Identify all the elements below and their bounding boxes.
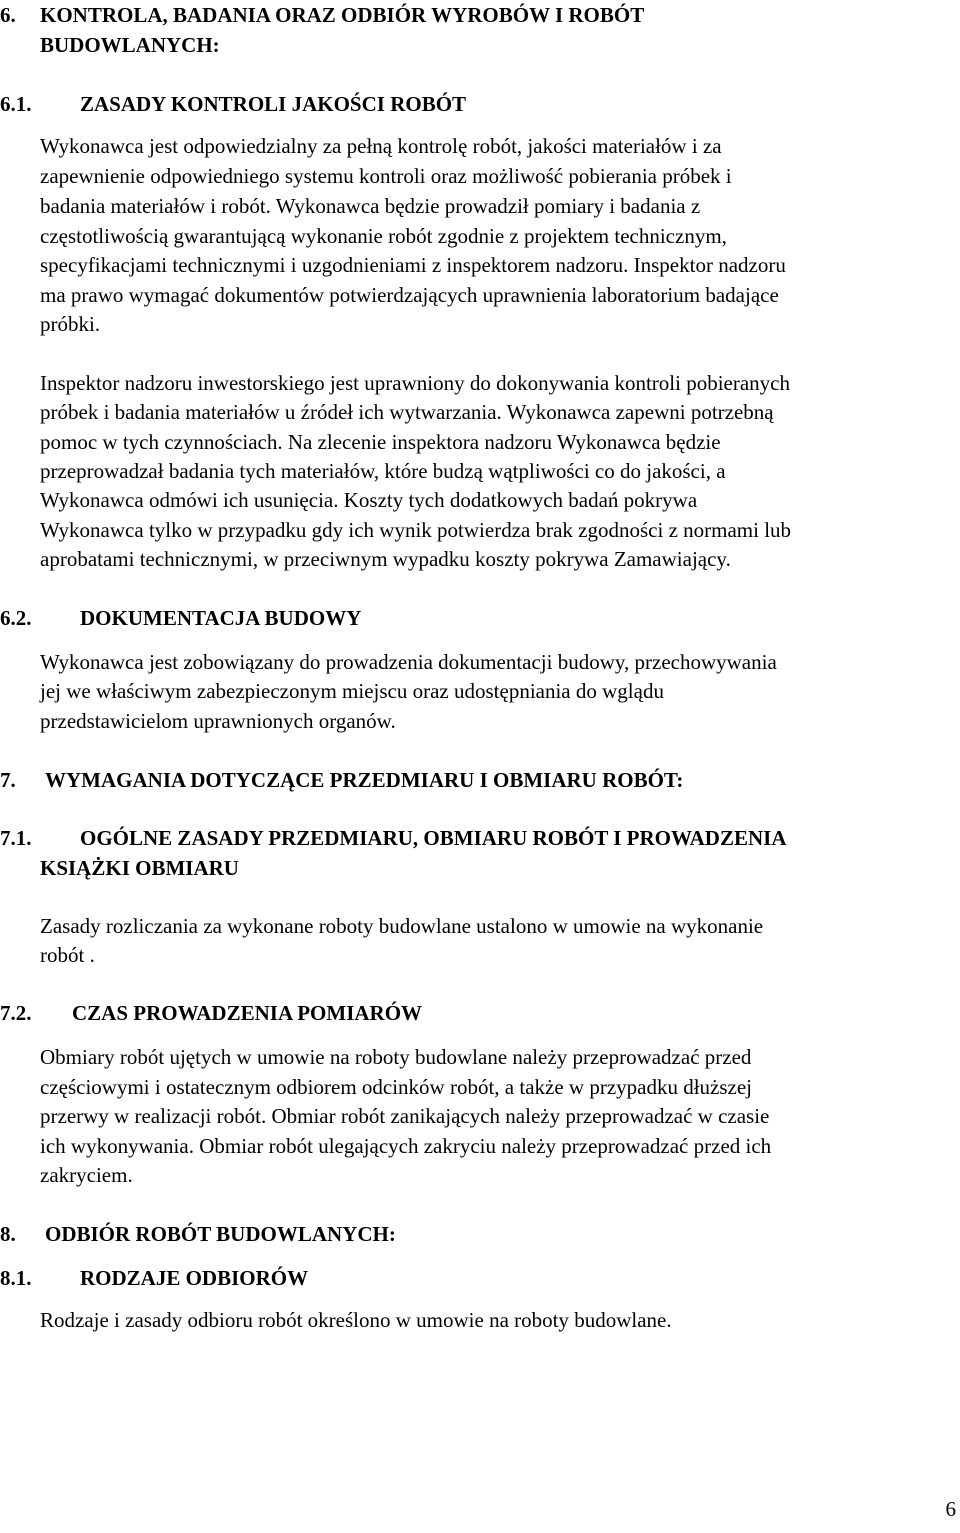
paragraph-line: aprobatami technicznymi, w przeciwnym wypadku koszty pokrywa Zamawiający.	[40, 547, 731, 571]
section-title: RODZAJE ODBIORÓW	[80, 1266, 309, 1290]
section-title: DOKUMENTACJA BUDOWY	[80, 606, 362, 630]
paragraph-line: pomoc w tych czynnościach. Na zlecenie inspektora nadzoru Wykonawca będzie	[40, 430, 721, 454]
section-number: 7.	[0, 768, 16, 792]
section-6-heading-cont: BUDOWLANYCH:	[40, 33, 220, 57]
paragraph-line: Rodzaje i zasady odbioru robót określono w umowie na roboty budowlane.	[40, 1308, 672, 1332]
section-number: 6.2.	[0, 606, 32, 630]
paragraph-line: Obmiary robót ujętych w umowie na roboty budowlane należy przeprowadzać przed	[40, 1045, 752, 1069]
paragraph-line: Wykonawca jest zobowiązany do prowadzenia dokumentacji budowy, przechowywania	[40, 650, 777, 674]
paragraph-line: zakryciem.	[40, 1163, 133, 1187]
section-number: 8.	[0, 1222, 16, 1246]
page-number: 6	[945, 1497, 956, 1521]
paragraph-line: przeprowadzał badania tych materiałów, które budzą wątpliwości co do jakości, a	[40, 459, 726, 483]
section-number: 7.1.	[0, 826, 32, 850]
paragraph-line: specyfikacjami technicznymi i uzgodnieniami z inspektorem nadzoru. Inspektor nadzoru	[40, 253, 786, 277]
paragraph-line: częściowymi i ostatecznym odbiorem odcinków robót, a także w przypadku dłuższej	[40, 1075, 753, 1099]
paragraph-line: Wykonawca jest odpowiedzialny za pełną kontrolę robót, jakości materiałów i za	[40, 134, 722, 158]
paragraph-line: przedstawicielom uprawnionych organów.	[40, 709, 396, 733]
section-title: ZASADY KONTROLI JAKOŚCI ROBÓT	[80, 92, 467, 116]
paragraph-line: przerwy w realizacji robót. Obmiar robót zanikających należy przeprowadzać w czasie	[40, 1104, 770, 1128]
section-number: 7.2.	[0, 1001, 32, 1025]
section-title: CZAS PROWADZENIA POMIARÓW	[72, 1001, 423, 1025]
paragraph-line: ma prawo wymagać dokumentów potwierdzających uprawnienia laboratorium badające	[40, 283, 779, 307]
section-number: 6.1.	[0, 92, 32, 116]
paragraph-line: Inspektor nadzoru inwestorskiego jest uprawniony do dokonywania kontroli pobieranych	[40, 371, 791, 395]
paragraph-line: ich wykonywania. Obmiar robót ulegających zakryciu należy przeprowadzać przed ich	[40, 1134, 772, 1158]
paragraph-line: robót .	[40, 943, 95, 967]
section-title: WYMAGANIA DOTYCZĄCE PRZEDMIARU I OBMIARU ROBÓT:	[45, 768, 684, 792]
paragraph-line: próbki.	[40, 312, 101, 336]
section-title: ODBIÓR ROBÓT BUDOWLANYCH:	[45, 1222, 396, 1246]
section-number: 8.1.	[0, 1266, 32, 1290]
paragraph-line: Zasady rozliczania za wykonane roboty budowlane ustalono w umowie na wykonanie	[40, 914, 764, 938]
paragraph-line: Wykonawca tylko w przypadku gdy ich wynik potwierdza brak zgodności z normami lub	[40, 518, 792, 542]
paragraph-line: jej we właściwym zabezpieczonym miejscu oraz udostępniania do wglądu	[40, 679, 664, 703]
paragraph-line: badania materiałów i robót. Wykonawca będzie prowadził pomiary i badania z	[40, 194, 701, 218]
section-number: 6.	[0, 3, 16, 27]
paragraph-line: częstotliwością gwarantującą wykonanie robót zgodnie z projektem technicznym,	[40, 224, 727, 248]
paragraph-line: próbek i badania materiałów u źródeł ich wytwarzania. Wykonawca zapewni potrzebną	[40, 400, 774, 424]
paragraph-line: zapewnienie odpowiedniego systemu kontroli oraz możliwość pobierania próbek i	[40, 164, 732, 188]
section-7-1-heading-cont: KSIĄŻKI OBMIARU	[40, 856, 239, 880]
paragraph-line: Wykonawca odmówi ich usunięcia. Koszty tych dodatkowych badań pokrywa	[40, 488, 698, 512]
section-title: KONTROLA, BADANIA ORAZ ODBIÓR WYROBÓW I ROBÓT	[40, 3, 645, 27]
section-title: OGÓLNE ZASADY PRZEDMIARU, OBMIARU ROBÓT I PROWADZENIA	[80, 826, 787, 850]
